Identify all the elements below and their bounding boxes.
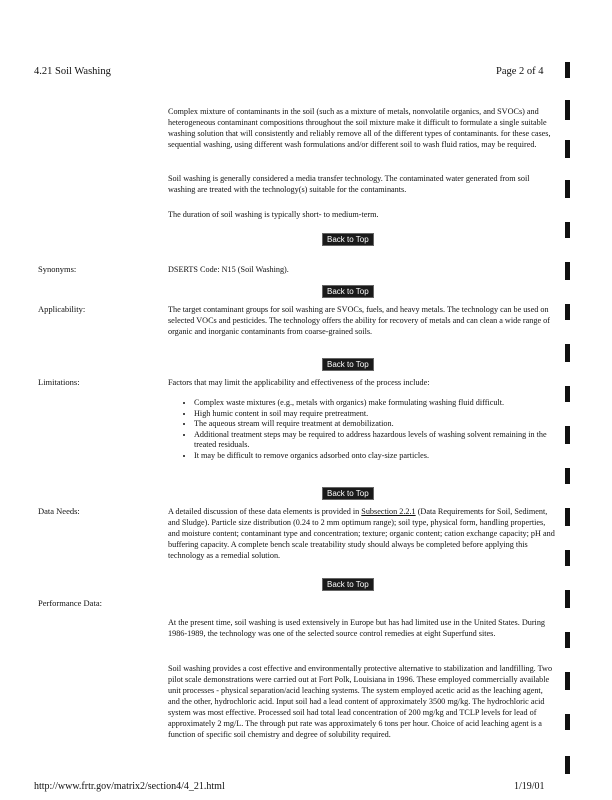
back-to-top-button[interactable]: Back to Top <box>322 578 374 591</box>
performance-paragraph-1: At the present time, soil washing is used extensively in Europe but has had limited use in the United States. During 1986-1989, the technology was one of the selected source control remedies at eight Superfund sites. <box>168 618 546 638</box>
limitations-label: Limitations: <box>38 377 80 387</box>
section-title: 4.21 Soil Washing <box>34 66 111 77</box>
list-item: • Additional treatment steps may be required to address hazardous levels of washing solvent remaining in the treated residuals. <box>194 430 569 451</box>
synonyms-label: Synonyms: <box>38 264 77 274</box>
back-to-top-button[interactable]: Back to Top <box>322 285 374 298</box>
list-item: • Complex waste mixtures (e.g., metals with organics) make formulating washing fluid difficult. <box>194 398 569 409</box>
performance-label: Performance Data: <box>38 598 102 608</box>
back-to-top-button[interactable]: Back to Top <box>322 233 374 246</box>
data-needs-text <box>168 506 556 561</box>
footer-date: 1/19/01 <box>514 781 545 792</box>
scan-edge-mark <box>565 672 570 690</box>
scan-edge-mark <box>565 100 570 120</box>
scan-edge-mark <box>565 62 570 78</box>
synonyms-text: DSERTS Code: N15 (Soil Washing). <box>168 265 289 274</box>
intro-paragraph-3: The duration of soil washing is typically short- to medium-term. <box>168 210 379 219</box>
scan-edge-mark <box>565 304 570 320</box>
limitations-intro: Factors that may limit the applicability and effectiveness of the process include: <box>168 378 430 387</box>
scan-edge-mark <box>565 756 570 774</box>
scan-edge-mark <box>565 140 570 158</box>
scan-edge-mark <box>565 222 570 238</box>
data-needs-text-start: A detailed discussion of these data elements is provided in <box>168 507 362 516</box>
scan-edge-mark <box>565 180 570 198</box>
applicability-text: The target contaminant groups for soil washing are SVOCs, fuels, and heavy metals. The technology can be used on selected VOCs and pesticides. The technology offers the ability for recovery of metals and can clean a wide range of organic and inorganic contaminants from coarse-grained soils. <box>168 305 550 336</box>
list-item: • High humic content in soil may require pretreatment. <box>194 409 569 420</box>
scan-edge-mark <box>565 468 570 484</box>
performance-paragraph-2: Soil washing provides a cost effective and environmentally protective alternative to stabilization and landfilling. Two pilot scale demonstrations were carried out at Fort Polk, Louisiana in 1996. These employed commercially available unit processes - physical separation/acid leaching systems. The system employed acetic acid as the leaching agent, and the other, hydrochloric acid. Input soil had a lead content of approximately 3500 mg/kg. The hydrochloric acid system was most effective. Processed soil had total lead concentration of 200 mg/kg and TCLP levels for lead of approximately 2 mg/L. The through put rate was approximately 6 tons per hour. Choice of acid leaching agent is a function of specific soil chemistry and degree of solubility required. <box>168 664 553 739</box>
list-item: • It may be difficult to remove organics adsorbed onto clay-size particles. <box>194 451 569 462</box>
page-number: Page 2 of 4 <box>496 66 544 77</box>
footer-url: http://www.frtr.gov/matrix2/section4/4_21.html <box>34 781 225 792</box>
scan-edge-mark <box>565 714 570 730</box>
intro-paragraph-2: Soil washing is generally considered a media transfer technology. The contaminated water generated from soil washing are treated with the technology(s) suitable for the contaminants. <box>168 174 530 194</box>
list-item: • The aqueous stream will require treatment at demobilization. <box>194 419 569 430</box>
scan-edge-mark <box>565 632 570 648</box>
scan-edge-mark <box>565 508 570 526</box>
back-to-top-button[interactable]: Back to Top <box>322 358 374 371</box>
applicability-label: Applicability: <box>38 304 86 314</box>
scan-edge-mark <box>565 426 570 444</box>
intro-paragraph-1: Complex mixture of contaminants in the soil (such as a mixture of metals, nonvolatile organics, and SVOCs) and heterogeneous contaminant compositions throughout the soil mixture make it difficult to formulate a single suitable washing solution that will consistently and reliably remove all of the different types of contaminants. for these cases, sequential washing, using different wash formulations and/or different soil to wash fluid ratios, may be required. <box>168 107 551 149</box>
scan-edge-mark <box>565 344 570 362</box>
scan-edge-mark <box>565 550 570 566</box>
data-needs-text-end: (Data Requirements for Soil, Sediment, and Sludge). Particle size distribution (0.24 to 2 mm optimum range); soil type, physical form, handling properties, and moisture content; contaminant type and concentration; texture; organic content; cation exchange capacity; pH and buffering capacity. A complete bench scale treatability study should always be completed before applying this technology as a remedial solution. <box>168 507 555 560</box>
limitations-list <box>180 398 569 461</box>
scan-edge-mark <box>565 386 570 402</box>
scan-edge-mark <box>565 262 570 280</box>
scan-edge-mark <box>565 590 570 608</box>
back-to-top-button[interactable]: Back to Top <box>322 487 374 500</box>
data-needs-label: Data Needs: <box>38 506 80 516</box>
subsection-link[interactable]: Subsection 2.2.1 <box>361 507 416 516</box>
